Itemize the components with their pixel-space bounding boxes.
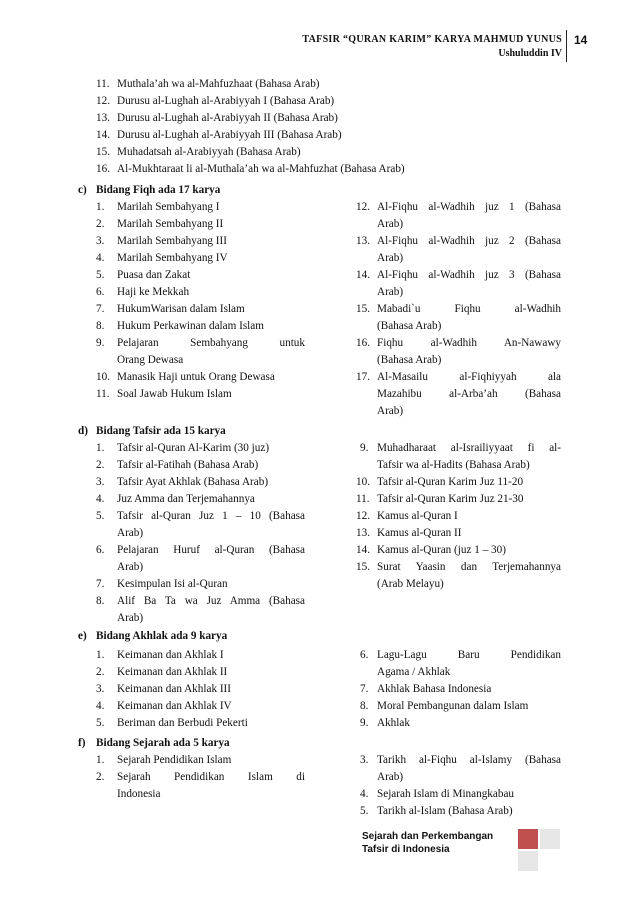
list-number: 3.: [96, 476, 105, 488]
list-item: Al-Mukhtaraat li al-Muthala’ah wa al-Mahfuzhat (Bahasa Arab): [117, 163, 405, 175]
list-item: Tafsir al-Quran Al-Karim (30 juz): [117, 442, 270, 454]
list-number: 14.: [356, 544, 370, 556]
header-title: TAFSIR “QURAN KARIM” KARYA MAHMUD YUNUS: [302, 34, 562, 45]
list-number: 14.: [356, 269, 370, 281]
list-number: 15.: [356, 561, 370, 573]
list-number: 4.: [360, 788, 369, 800]
accent-square: [518, 829, 538, 849]
list-item: Orang Dewasa: [117, 354, 184, 366]
list-item: Arab): [377, 218, 404, 230]
list-number: 11.: [96, 78, 110, 90]
list-item: Soal Jawab Hukum Islam: [117, 388, 232, 400]
light-square: [540, 829, 560, 849]
list-number: 8.: [96, 595, 105, 607]
section-title: Bidang Akhlak ada 9 karya: [96, 630, 228, 642]
list-item: Akhlak Bahasa Indonesia: [377, 683, 492, 695]
header-divider: [566, 30, 567, 62]
list-item: Puasa dan Zakat: [117, 269, 191, 281]
list-number: 3.: [96, 235, 105, 247]
list-number: 2.: [96, 218, 105, 230]
list-item: Keimanan dan Akhlak IV: [117, 700, 232, 712]
list-item: Arab): [117, 612, 144, 624]
list-item: Al-Masailu al-Fiqhiyyah ala: [377, 371, 561, 383]
light-square: [518, 851, 538, 871]
list-item: Al-Fiqhu al-Wadhih juz 1 (Bahasa: [377, 201, 561, 213]
list-number: 4.: [96, 252, 105, 264]
list-number: 16.: [96, 163, 110, 175]
list-number: 9.: [96, 337, 105, 349]
list-item: Tafsir wa al-Hadits (Bahasa Arab): [377, 459, 530, 471]
section-title: Bidang Tafsir ada 15 karya: [96, 425, 226, 437]
list-item: (Bahasa Arab): [377, 354, 442, 366]
list-item: Beriman dan Berbudi Pekerti: [117, 717, 248, 729]
list-number: 10.: [96, 371, 110, 383]
list-number: 5.: [96, 269, 105, 281]
section-label: d): [78, 425, 88, 437]
list-number: 5.: [96, 510, 105, 522]
list-item: Muthala’ah wa al-Mahfuzhaat (Bahasa Arab): [117, 78, 320, 90]
list-item: Tafsir al-Quran Karim Juz 21-30: [377, 493, 524, 505]
list-item: Marilah Sembahyang III: [117, 235, 227, 247]
list-number: 1.: [96, 442, 105, 454]
list-number: 10.: [356, 476, 370, 488]
footer-line-1: Sejarah dan Perkembangan: [362, 831, 494, 842]
list-item: Surat Yaasin dan Terjemahannya: [377, 561, 561, 573]
list-item: Keimanan dan Akhlak III: [117, 683, 232, 695]
list-item: Tarikh al-Islam (Bahasa Arab): [377, 805, 513, 817]
header-subtitle: Ushuluddin IV: [498, 48, 562, 59]
list-item: Akhlak: [377, 717, 410, 729]
list-item: Kamus al-Quran I: [377, 510, 458, 522]
list-item: Pelajaran Huruf al-Quran (Bahasa: [117, 544, 305, 556]
list-number: 15.: [356, 303, 370, 315]
list-item: Tafsir Ayat Akhlak (Bahasa Arab): [117, 476, 269, 488]
list-number: 5.: [96, 717, 105, 729]
list-item: Mabadi`u Fiqhu al-Wadhih: [377, 303, 561, 315]
list-number: 3.: [360, 754, 369, 766]
list-number: 2.: [96, 666, 105, 678]
list-item: Mazahibu al-Arba’ah (Bahasa: [377, 388, 561, 400]
list-item: Alif Ba Ta wa Juz Amma (Bahasa: [117, 595, 305, 607]
list-item: Keimanan dan Akhlak II: [117, 666, 228, 678]
list-item: Hukum Perkawinan dalam Islam: [117, 320, 264, 332]
list-number: 7.: [360, 683, 369, 695]
list-item: (Bahasa Arab): [377, 320, 442, 332]
list-number: 7.: [96, 303, 105, 315]
list-number: 12.: [356, 201, 370, 213]
list-number: 3.: [96, 683, 105, 695]
list-item: Tarikh al-Fiqhu al-Islamy (Bahasa: [377, 754, 561, 766]
list-item: Indonesia: [117, 788, 161, 800]
list-number: 9.: [360, 442, 369, 454]
list-item: Arab): [117, 527, 144, 539]
list-number: 11.: [356, 493, 370, 505]
list-number: 6.: [96, 544, 105, 556]
list-number: 2.: [96, 459, 105, 471]
list-number: 6.: [360, 649, 369, 661]
list-number: 13.: [356, 235, 370, 247]
page-header: [0, 0, 638, 70]
list-number: 2.: [96, 771, 105, 783]
footer-line-2: Tafsir di Indonesia: [362, 844, 450, 855]
list-item: HukumWarisan dalam Islam: [117, 303, 245, 315]
list-number: 14.: [96, 129, 110, 141]
list-number: 4.: [96, 493, 105, 505]
page-number: 14: [574, 33, 588, 47]
list-item: Arab): [377, 405, 404, 417]
list-item: Tafsir al-Quran Karim Juz 11-20: [377, 476, 524, 488]
list-item: Arab): [377, 771, 404, 783]
list-number: 12.: [96, 95, 110, 107]
list-item: Haji ke Mekkah: [117, 286, 190, 298]
list-item: Durusu al-Lughah al-Arabiyyah I (Bahasa Arab): [117, 95, 335, 107]
section-label: f): [78, 737, 86, 749]
list-number: 4.: [96, 700, 105, 712]
list-item: Marilah Sembahyang IV: [117, 252, 228, 264]
list-number: 5.: [360, 805, 369, 817]
section-title: Bidang Fiqh ada 17 karya: [96, 184, 221, 196]
list-item: Tafsir al-Quran Juz 1 – 10 (Bahasa: [117, 510, 305, 522]
list-number: 1.: [96, 754, 105, 766]
list-number: 17.: [356, 371, 370, 383]
section-label: e): [78, 630, 87, 642]
list-item: Arab): [377, 252, 404, 264]
list-number: 12.: [356, 510, 370, 522]
list-item: (Arab Melayu): [377, 578, 444, 590]
list-item: Lagu-Lagu Baru Pendidikan: [377, 649, 561, 661]
list-item: Kesimpulan Isi al-Quran: [117, 578, 228, 590]
list-number: 11.: [96, 388, 110, 400]
list-item: Kamus al-Quran II: [377, 527, 462, 539]
section-label: c): [78, 184, 87, 196]
list-item: Muhadatsah al-Arabiyyah (Bahasa Arab): [117, 146, 301, 158]
list-item: Keimanan dan Akhlak I: [117, 649, 224, 661]
list-item: Pelajaran Sembahyang untuk: [117, 337, 305, 349]
list-item: Arab): [117, 561, 144, 573]
list-number: 1.: [96, 649, 105, 661]
list-number: 9.: [360, 717, 369, 729]
list-item: Muhadharaat al-Israiliyyaat fi al-: [377, 442, 561, 454]
list-number: 16.: [356, 337, 370, 349]
list-item: Sejarah Pendidikan Islam: [117, 754, 232, 766]
list-item: Agama / Akhlak: [377, 666, 451, 678]
list-item: Durusu al-Lughah al-Arabiyyah III (Bahasa Arab): [117, 129, 342, 141]
list-item: Kamus al-Quran (juz 1 – 30): [377, 544, 506, 556]
list-item: Marilah Sembahyang I: [117, 201, 220, 213]
footer-title: [362, 830, 493, 856]
list-number: 8.: [360, 700, 369, 712]
list-item: Al-Fiqhu al-Wadhih juz 2 (Bahasa: [377, 235, 561, 247]
list-number: 8.: [96, 320, 105, 332]
list-item: Sejarah Islam di Minangkabau: [377, 788, 515, 800]
list-item: Sejarah Pendidikan Islam di: [117, 771, 305, 783]
list-number: 13.: [356, 527, 370, 539]
list-item: Fiqhu al-Wadhih An-Nawawy: [377, 337, 561, 349]
list-number: 6.: [96, 286, 105, 298]
list-number: 13.: [96, 112, 110, 124]
list-item: Durusu al-Lughah al-Arabiyyah II (Bahasa Arab): [117, 112, 338, 124]
list-item: Arab): [377, 286, 404, 298]
list-item: Manasik Haji untuk Orang Dewasa: [117, 371, 275, 383]
list-number: 1.: [96, 201, 105, 213]
section-title: Bidang Sejarah ada 5 karya: [96, 737, 230, 749]
list-item: Al-Fiqhu al-Wadhih juz 3 (Bahasa: [377, 269, 561, 281]
list-item: Tafsir al-Fatihah (Bahasa Arab): [117, 459, 259, 471]
list-item: Juz Amma dan Terjemahannya: [117, 493, 255, 505]
list-item: Moral Pembangunan dalam Islam: [377, 700, 529, 712]
list-number: 7.: [96, 578, 105, 590]
list-number: 15.: [96, 146, 110, 158]
list-item: Marilah Sembahyang II: [117, 218, 224, 230]
